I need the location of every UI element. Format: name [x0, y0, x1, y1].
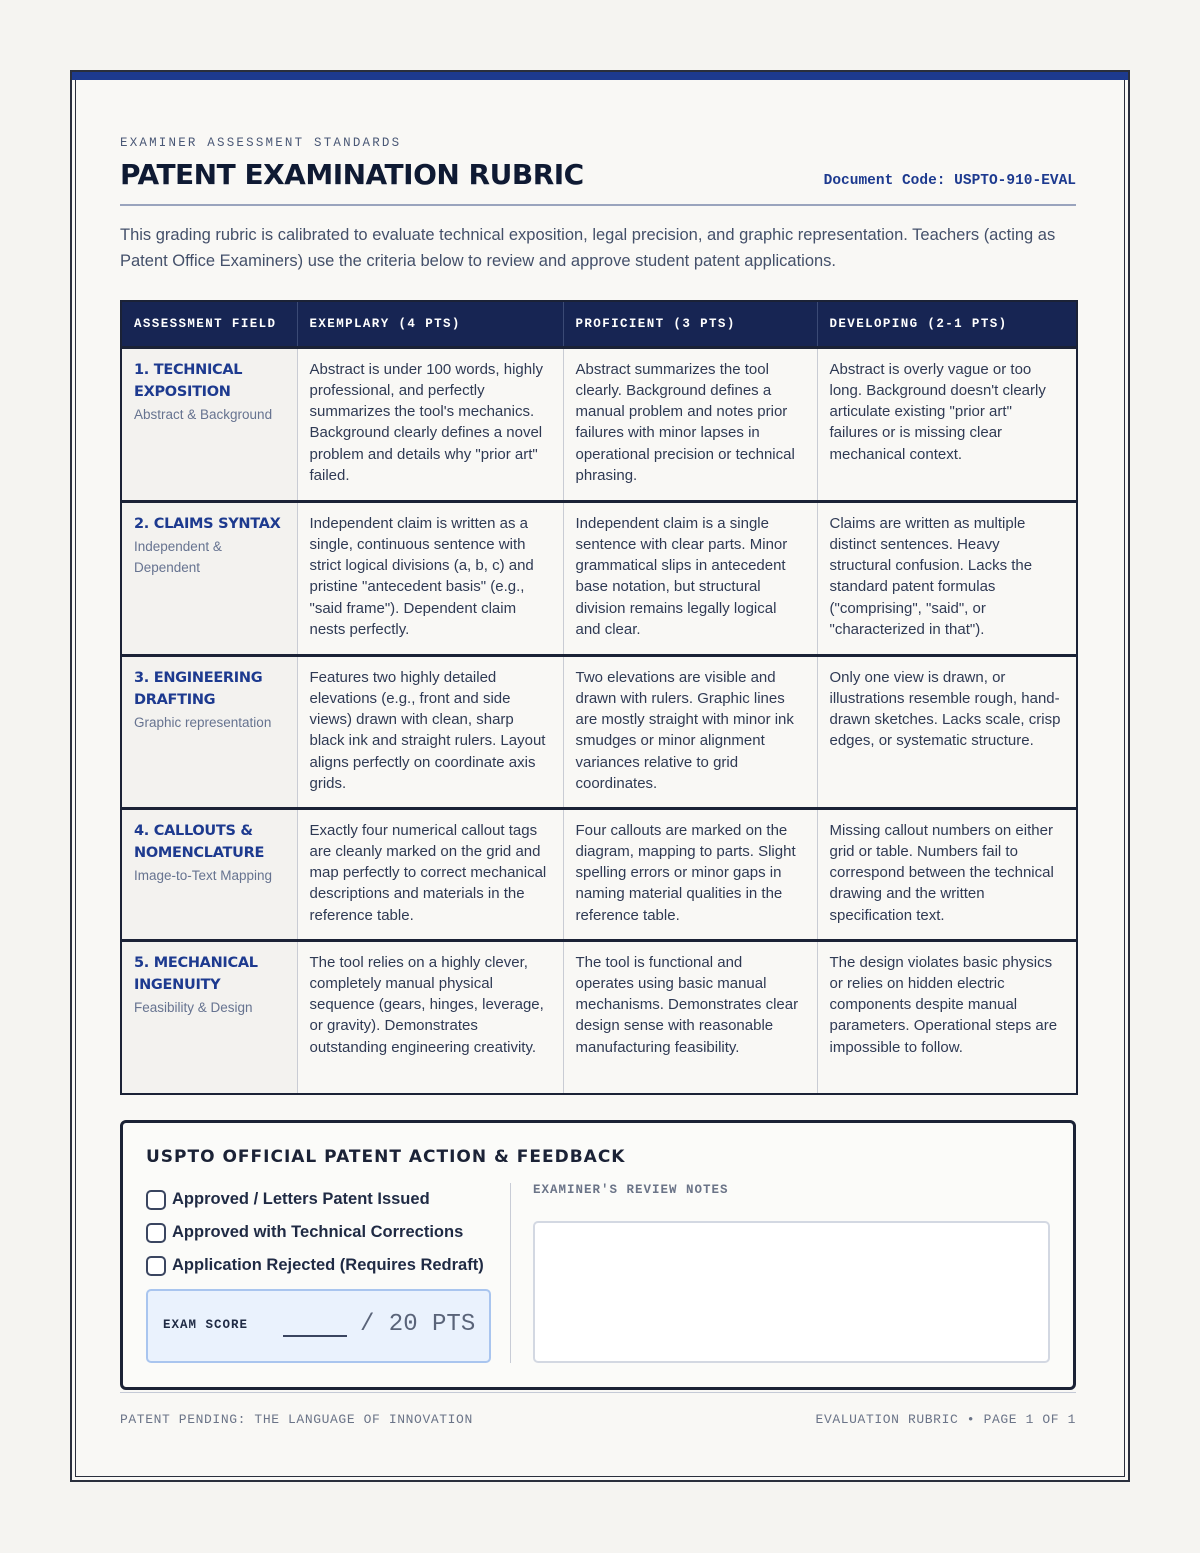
header-divider: [120, 204, 1076, 206]
table-row: [121, 808, 1077, 940]
option-label: Approved / Letters Patent Issued: [172, 1190, 430, 1208]
exam-score-label: EXAM SCORE: [163, 1318, 249, 1332]
exemplary-cell: Abstract is under 100 words, highly professional, and perfectly summarizes the tool's mechanics. Background clearly defines a novel problem and details why "prior art" failed.: [297, 347, 563, 501]
checkbox-rejected[interactable]: [146, 1256, 166, 1276]
table-header-row: [121, 301, 1077, 347]
accent-top-bar: [72, 72, 1128, 80]
field-title: 5. MECHANICAL INGENUITY: [134, 954, 258, 993]
field-title: 4. CALLOUTS & NOMENCLATURE: [134, 822, 265, 861]
field-cell: [121, 501, 297, 655]
table-row: [121, 940, 1077, 1094]
checkbox-approved-with-corrections[interactable]: [146, 1223, 166, 1243]
eyebrow-label: EXAMINER ASSESSMENT STANDARDS: [120, 136, 402, 150]
option-approved-with-corrections[interactable]: [146, 1216, 484, 1249]
page-title: PATENT EXAMINATION RUBRIC: [120, 158, 584, 191]
exemplary-cell: Features two highly detailed elevations (e.g., front and side views) drawn with clean, sharp black ink and straight rulers. Layout aligns perfectly on coordinate axis grids.: [297, 655, 563, 808]
proficient-cell: Four callouts are marked on the diagram, mapping to parts. Slight spelling errors or minor gaps in naming material qualities in the reference table.: [563, 808, 817, 940]
field-subtitle: Independent & Dependent: [134, 538, 222, 575]
footer-tagline: PATENT PENDING: THE LANGUAGE OF INNOVATION: [120, 1412, 473, 1427]
field-subtitle: Feasibility & Design: [134, 999, 253, 1015]
document-code: Document Code: USPTO-910-EVAL: [823, 173, 1076, 189]
field-title: 2. CLAIMS SYNTAX: [134, 515, 281, 532]
column-header-proficient: PROFICIENT (3 PTS): [563, 301, 817, 347]
developing-cell: The design violates basic physics or relies on hidden electric components despite manual parameters. Operational steps are impossible to follow.: [829, 953, 1058, 1056]
exam-score-box: [146, 1289, 491, 1363]
exam-score-input-line[interactable]: [283, 1335, 347, 1337]
field-subtitle: Image-to-Text Mapping: [134, 867, 273, 883]
field-cell: [121, 940, 297, 1094]
decision-checklist: [146, 1183, 484, 1282]
field-title: 1. TECHNICAL EXPOSITION: [134, 361, 243, 400]
table-row: [121, 655, 1077, 808]
checkbox-approved[interactable]: [146, 1190, 166, 1210]
option-label: Application Rejected (Requires Redraft): [172, 1256, 484, 1274]
rubric-table: [120, 300, 1078, 1095]
column-header-developing: DEVELOPING (2-1 PTS): [817, 301, 1077, 347]
patent-action-panel: [120, 1120, 1076, 1390]
footer-page-info: EVALUATION RUBRIC • PAGE 1 OF 1: [815, 1412, 1076, 1427]
option-rejected[interactable]: [146, 1249, 484, 1282]
exam-score-total: / 20 PTS: [360, 1311, 476, 1338]
exemplary-cell: Exactly four numerical callout tags are cleanly marked on the grid and map perfectly to correct mechanical descriptions and materials in the reference table.: [297, 808, 563, 940]
developing-cell: Missing callout numbers on either grid or table. Numbers fail to correspond between the technical drawing and the written specification text.: [829, 821, 1054, 924]
review-notes-label: EXAMINER'S REVIEW NOTES: [533, 1183, 729, 1197]
exemplary-cell: Independent claim is written as a single, continuous sentence with strict logical divisions (a, b, c) and pristine "antecedent basis" (e.g., "said frame"). Dependent claim nests perfectly.: [297, 501, 563, 655]
field-subtitle: Abstract & Background: [134, 406, 273, 422]
field-title: 3. ENGINEERING DRAFTING: [134, 669, 263, 708]
field-cell: [121, 655, 297, 808]
proficient-cell: Independent claim is a single sentence with clear parts. Minor grammatical slips in antecedent base notation, but structural division remains legally logical and clear.: [563, 501, 817, 655]
column-header-field: ASSESSMENT FIELD: [121, 301, 297, 347]
review-notes-field[interactable]: [533, 1221, 1050, 1363]
table-row: [121, 347, 1077, 501]
panel-divider: [510, 1183, 511, 1363]
footer-divider: [120, 1392, 1076, 1393]
developing-cell: Only one view is drawn, or illustrations resemble rough, hand-drawn sketches. Lacks scale, crisp edges, or systematic structure.: [829, 668, 1061, 750]
column-header-exemplary: EXEMPLARY (4 PTS): [297, 301, 563, 347]
field-cell: [121, 808, 297, 940]
proficient-cell: Abstract summarizes the tool clearly. Background defines a manual problem and notes prior failures with minor lapses in operational precision or technical phrasing.: [563, 347, 817, 501]
intro-paragraph: This grading rubric is calibrated to evaluate technical exposition, legal precision, and graphic representation. Teachers (acting as Patent Office Examiners) use the criteria below to review and approve student patent applications.: [120, 226, 1056, 270]
action-panel-title: USPTO OFFICIAL PATENT ACTION & FEEDBACK: [146, 1147, 626, 1167]
proficient-cell: The tool is functional and operates using basic manual mechanisms. Demonstrates clear design sense with reasonable manufacturing feasibility.: [563, 940, 817, 1094]
field-subtitle: Graphic representation: [134, 714, 272, 730]
field-cell: [121, 347, 297, 501]
developing-cell: Abstract is overly vague or too long. Background doesn't clearly articulate existing "prior art" failures or is missing clear mechanical context.: [829, 360, 1046, 463]
proficient-cell: Two elevations are visible and drawn with rulers. Graphic lines are mostly straight with minor ink smudges or minor alignment variances relative to grid coordinates.: [563, 655, 817, 808]
option-label: Approved with Technical Corrections: [172, 1223, 464, 1241]
document-frame: [70, 70, 1130, 1482]
option-approved[interactable]: [146, 1183, 484, 1216]
exemplary-cell: The tool relies on a highly clever, completely manual physical sequence (gears, hinges, leverage, or gravity). Demonstrates outstanding engineering creativity.: [297, 940, 563, 1094]
table-row: [121, 501, 1077, 655]
developing-cell: Claims are written as multiple distinct sentences. Heavy structural confusion. Lacks the standard patent formulas ("comprising", "said", or "characterized in that").: [829, 514, 1033, 638]
